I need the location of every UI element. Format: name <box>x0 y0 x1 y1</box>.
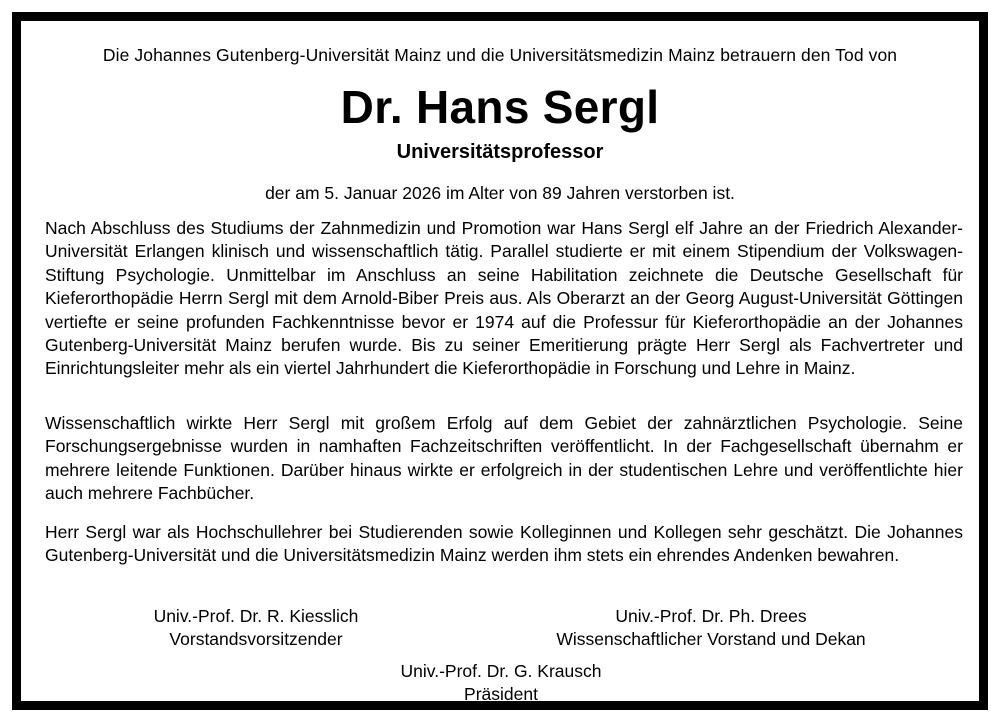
biography-paragraph-research: Wissenschaftlich wirkte Herr Sergl mit großem Erfolg auf dem Gebiet der zahnärztlichen Psychologie. Seine Forschungsergebnisse wurden in namhaften Fachzeitschriften veröffentlicht. In der Fachgesellschaft übernahm er mehrere leitende Funktionen. Darüber hinaus wirkte er erfolgreich in der studentischen Lehre und veröffentlichte hier auch mehrere Fachbücher. <box>45 413 963 504</box>
signatory-role: Vorstandsvorsitzender <box>169 629 343 649</box>
signatory-name: Univ.-Prof. Dr. Ph. Drees <box>615 606 807 626</box>
signatory-name: Univ.-Prof. Dr. G. Krausch <box>400 661 602 681</box>
deceased-name: Dr. Hans Sergl <box>340 81 660 133</box>
signatory-role: Wissenschaftlicher Vorstand und Dekan <box>556 629 866 649</box>
signatory-name: Univ.-Prof. Dr. R. Kiesslich <box>153 606 359 626</box>
obituary-notice <box>12 12 988 710</box>
signatory-kiesslich <box>91 605 421 651</box>
signatory-drees <box>511 605 911 651</box>
intro-line: Die Johannes Gutenberg-Universität Mainz und die Universitätsmedizin Mainz betrauern den Tod von <box>102 45 898 65</box>
death-date-line: der am 5. Januar 2026 im Alter von 89 Jahren verstorben ist. <box>265 183 735 203</box>
biography-paragraph-closing: Herr Sergl war als Hochschullehrer bei Studierenden sowie Kolleginnen und Kollegen sehr geschätzt. Die Johannes Gutenberg-Universität und die Universitätsmedizin Mainz werden ihm stets ein ehrendes Andenken bewahren. <box>45 522 963 566</box>
signatory-role: Präsident <box>464 684 538 704</box>
signatory-krausch <box>341 660 661 706</box>
academic-title: Universitätsprofessor <box>396 141 604 163</box>
biography-paragraph-career: Nach Abschluss des Studiums der Zahnmedizin und Promotion war Hans Sergl elf Jahre an der Friedrich Alexander-Universität Erlangen klinisch und wissenschaftlich tätig. Parallel studierte er mit einem Stipendium der Volkswagen-Stiftung Psychologie. Unmittelbar im Anschluss an seine Habilitation zeichnete die Deutsche Gesellschaft für Kieferorthopädie Herrn Sergl mit dem Arnold-Biber Preis aus. Als Oberarzt an der Georg August-Universität Göttingen vertiefte er seine profunden Fachkenntnisse bevor er 1974 auf die Professur für Kieferorthopädie an der Johannes Gutenberg-Universität Mainz berufen wurde. Bis zu seiner Emeritierung prägte Herr Sergl als Fachvertreter und Einrichtungsleiter mehr als ein viertel Jahrhundert die Kieferorthopädie in Forschung und Lehre in Mainz. <box>45 218 963 379</box>
